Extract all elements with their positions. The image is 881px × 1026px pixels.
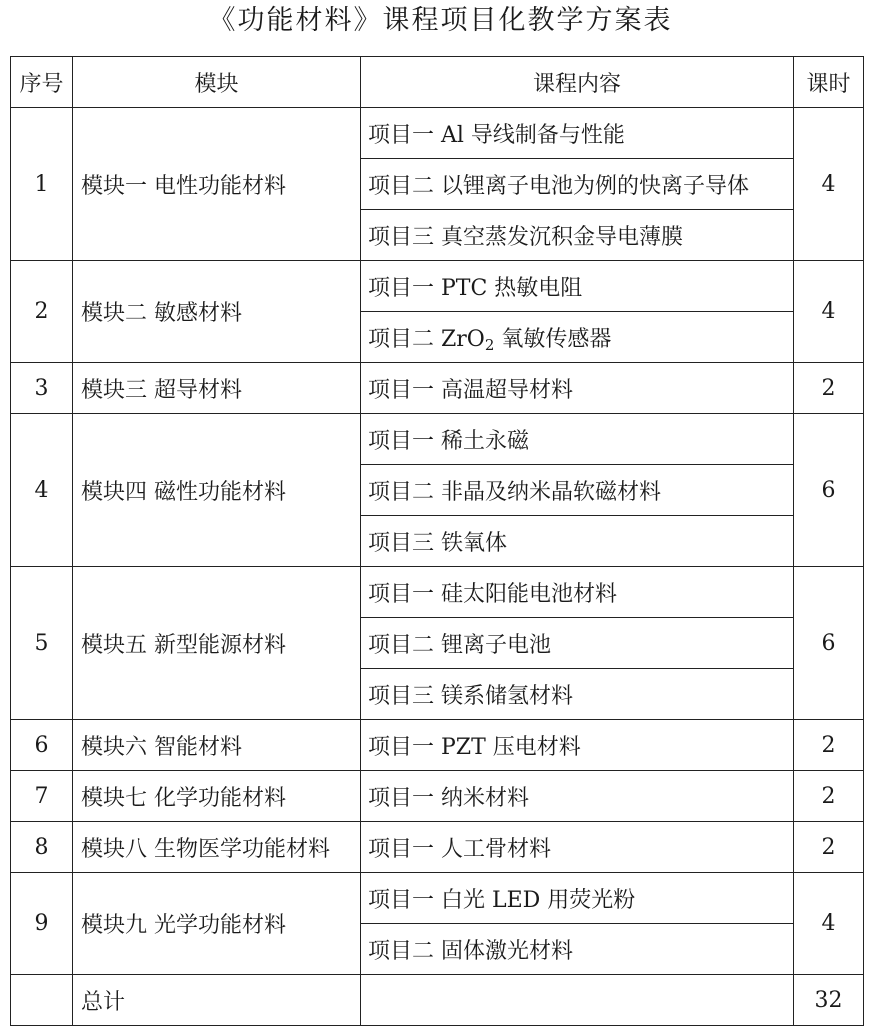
module-hours: 2: [794, 720, 864, 771]
project-item: 项目一 纳米材料: [361, 771, 794, 822]
module-name: 模块一 电性功能材料: [73, 108, 361, 261]
project-item: 项目一 PZT 压电材料: [361, 720, 794, 771]
total-content-cell: [361, 975, 794, 1026]
module-num: 7: [11, 771, 73, 822]
table-row: [11, 873, 864, 924]
project-item: 项目一 稀土永磁: [361, 414, 794, 465]
module-hours: 2: [794, 363, 864, 414]
module-hours: 6: [794, 567, 864, 720]
module-num: 2: [11, 261, 73, 363]
total-hours: 32: [794, 975, 864, 1026]
module-hours: 2: [794, 771, 864, 822]
header-num: 序号: [11, 57, 73, 108]
module-name: 模块八 生物医学功能材料: [73, 822, 361, 873]
header-hours: 课时: [794, 57, 864, 108]
module-num: 9: [11, 873, 73, 975]
module-hours: 4: [794, 873, 864, 975]
project-item: 项目一 白光 LED 用荧光粉: [361, 873, 794, 924]
total-row: [11, 975, 864, 1026]
project-item: 项目三 真空蒸发沉积金导电薄膜: [361, 210, 794, 261]
module-name: 模块五 新型能源材料: [73, 567, 361, 720]
module-name: 模块九 光学功能材料: [73, 873, 361, 975]
table-row: [11, 363, 864, 414]
project-item: 项目一 硅太阳能电池材料: [361, 567, 794, 618]
module-num: 5: [11, 567, 73, 720]
module-name: 模块三 超导材料: [73, 363, 361, 414]
module-num: 1: [11, 108, 73, 261]
project-item: 项目一 PTC 热敏电阻: [361, 261, 794, 312]
module-num: 4: [11, 414, 73, 567]
table-row: [11, 771, 864, 822]
module-name: 模块四 磁性功能材料: [73, 414, 361, 567]
table-row: [11, 414, 864, 465]
total-num-cell: [11, 975, 73, 1026]
project-item: 项目三 镁系储氢材料: [361, 669, 794, 720]
project-item: 项目一 高温超导材料: [361, 363, 794, 414]
table-row: [11, 261, 864, 312]
module-hours: 4: [794, 108, 864, 261]
module-num: 6: [11, 720, 73, 771]
table-row: [11, 720, 864, 771]
total-label: 总计: [73, 975, 361, 1026]
module-hours: 4: [794, 261, 864, 363]
module-hours: 2: [794, 822, 864, 873]
header-content: 课程内容: [361, 57, 794, 108]
course-plan-table: [10, 56, 864, 1026]
module-num: 3: [11, 363, 73, 414]
module-hours: 6: [794, 414, 864, 567]
page-title: 《功能材料》课程项目化教学方案表: [208, 5, 673, 36]
table-row: [11, 822, 864, 873]
module-name: 模块七 化学功能材料: [73, 771, 361, 822]
table-row: [11, 108, 864, 159]
project-item: 项目二 锂离子电池: [361, 618, 794, 669]
module-name: 模块六 智能材料: [73, 720, 361, 771]
project-item: 项目一 人工骨材料: [361, 822, 794, 873]
project-item: 项目二 固体激光材料: [361, 924, 794, 975]
project-item: 项目一 Al 导线制备与性能: [361, 108, 794, 159]
module-num: 8: [11, 822, 73, 873]
table-row: [11, 567, 864, 618]
header-row: [11, 57, 864, 108]
project-item: 项目二 以锂离子电池为例的快离子导体: [361, 159, 794, 210]
project-item: 项目二 非晶及纳米晶软磁材料: [361, 465, 794, 516]
project-item-zro2: 项目二 ZrO$_2$ 氧敏传感器: [361, 312, 794, 363]
project-item: 项目三 铁氧体: [361, 516, 794, 567]
header-module: 模块: [73, 57, 361, 108]
module-name: 模块二 敏感材料: [73, 261, 361, 363]
